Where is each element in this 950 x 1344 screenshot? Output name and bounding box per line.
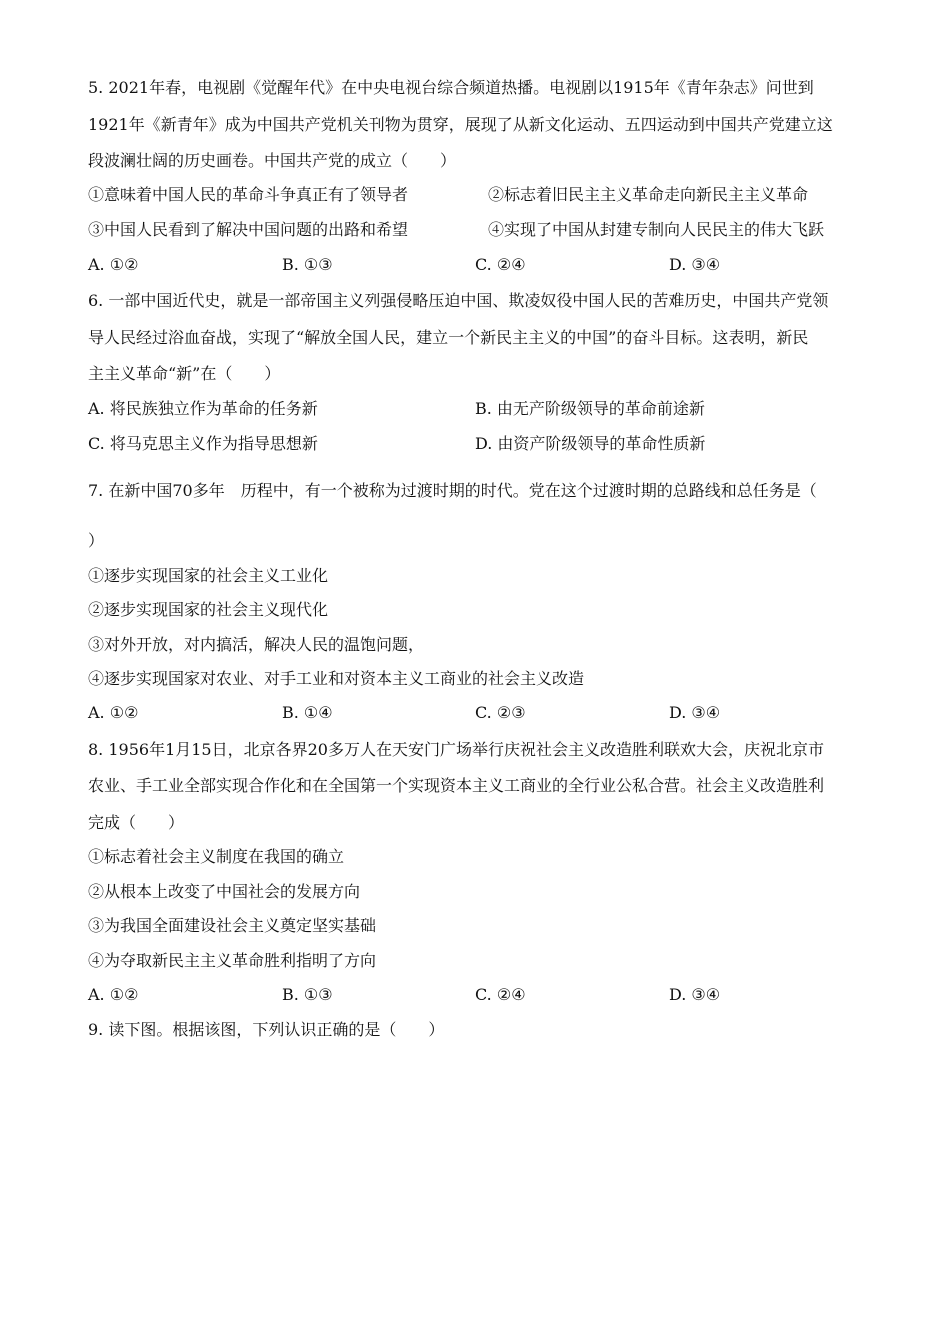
q8-item-3: ③为我国全面建设社会主义奠定坚实基础	[88, 916, 377, 935]
q8-stem-line-2: 农业、手工业全部实现合作化和在全国第一个实现资本主义工商业的全行业公私合营。社会主义改造胜利	[88, 776, 825, 795]
q7-item-4: ④逐步实现国家对农业、对手工业和对资本主义工商业的社会主义改造	[88, 669, 585, 688]
q8-stem-line-1: 8. 1956年1月15日，北京各界20多万人在天安门广场举行庆祝社会主义改造胜利联欢大会，庆祝北京市	[88, 740, 824, 759]
q5-option-c[interactable]: C. ②④	[475, 255, 526, 274]
q6-option-d[interactable]: D. 由资产阶级领导的革命性质新	[475, 434, 706, 453]
q5-item-4: ④实现了中国从封建专制向人民民主的伟大飞跃	[488, 220, 825, 239]
q5-option-b[interactable]: B. ①③	[282, 255, 333, 274]
q7-item-3: ③对外开放，对内搞活，解决人民的温饱问题，	[88, 635, 425, 654]
q8-option-a[interactable]: A. ①②	[88, 985, 139, 1004]
q9-stem: 9. 读下图。根据该图，下列认识正确的是（ ）	[88, 1020, 445, 1039]
q5-option-d[interactable]: D. ③④	[669, 255, 721, 274]
q8-item-2: ②从根本上改变了中国社会的发展方向	[88, 882, 361, 901]
q5-stem-line-1: 5. 2021年春，电视剧《觉醒年代》在中央电视台综合频道热播。电视剧以1915年《青年杂志》问世到	[88, 78, 814, 97]
q8-option-c[interactable]: C. ②④	[475, 985, 526, 1004]
q5-item-3: ③中国人民看到了解决中国问题的出路和希望	[88, 220, 409, 239]
q8-option-b[interactable]: B. ①③	[282, 985, 333, 1004]
q7-option-a[interactable]: A. ①②	[88, 703, 139, 722]
q5-stem-line-2: 1921年《新青年》成为中国共产党机关刊物为贯穿，展现了从新文化运动、五四运动到中国共产党建立这	[88, 115, 833, 134]
q5-option-a[interactable]: A. ①②	[88, 255, 139, 274]
q5-item-2: ②标志着旧民主主义革命走向新民主主义革命	[488, 185, 809, 204]
q7-item-1: ①逐步实现国家的社会主义工业化	[88, 566, 329, 585]
q8-item-1: ①标志着社会主义制度在我国的确立	[88, 847, 345, 866]
q6-stem-line-1: 6. 一部中国近代史，就是一部帝国主义列强侵略压迫中国、欺凌奴役中国人民的苦难历史，中国共产党领	[88, 291, 829, 310]
q7-item-2: ②逐步实现国家的社会主义现代化	[88, 600, 329, 619]
q6-stem-line-3: 主主义革命“新”在（ ）	[88, 364, 281, 383]
q7-option-c[interactable]: C. ②③	[475, 703, 526, 722]
q8-option-d[interactable]: D. ③④	[669, 985, 721, 1004]
q8-stem-line-3: 完成（ ）	[88, 813, 185, 832]
q7-stem-line-1: 7. 在新中国70多年 历程中，有一个被称为过渡时期的时代。党在这个过渡时期的总路线和总任务是（	[88, 481, 817, 500]
q6-stem-line-2: 导人民经过浴血奋战，实现了“解放全国人民，建立一个新民主主义的中国”的奋斗目标。这表明，新民	[88, 328, 809, 347]
q5-item-1: ①意味着中国人民的革命斗争真正有了领导者	[88, 185, 409, 204]
q7-option-d[interactable]: D. ③④	[669, 703, 721, 722]
q5-stem-line-3: 段波澜壮阔的历史画卷。中国共产党的成立（ ）	[88, 151, 457, 170]
q7-stem-line-2: ）	[88, 531, 105, 550]
q8-item-4: ④为夺取新民主主义革命胜利指明了方向	[88, 951, 377, 970]
q7-option-b[interactable]: B. ①④	[282, 703, 333, 722]
q6-option-c[interactable]: C. 将马克思主义作为指导思想新	[88, 434, 318, 453]
q6-option-a[interactable]: A. 将民族独立作为革命的任务新	[88, 399, 318, 418]
q6-option-b[interactable]: B. 由无产阶级领导的革命前途新	[475, 399, 705, 418]
